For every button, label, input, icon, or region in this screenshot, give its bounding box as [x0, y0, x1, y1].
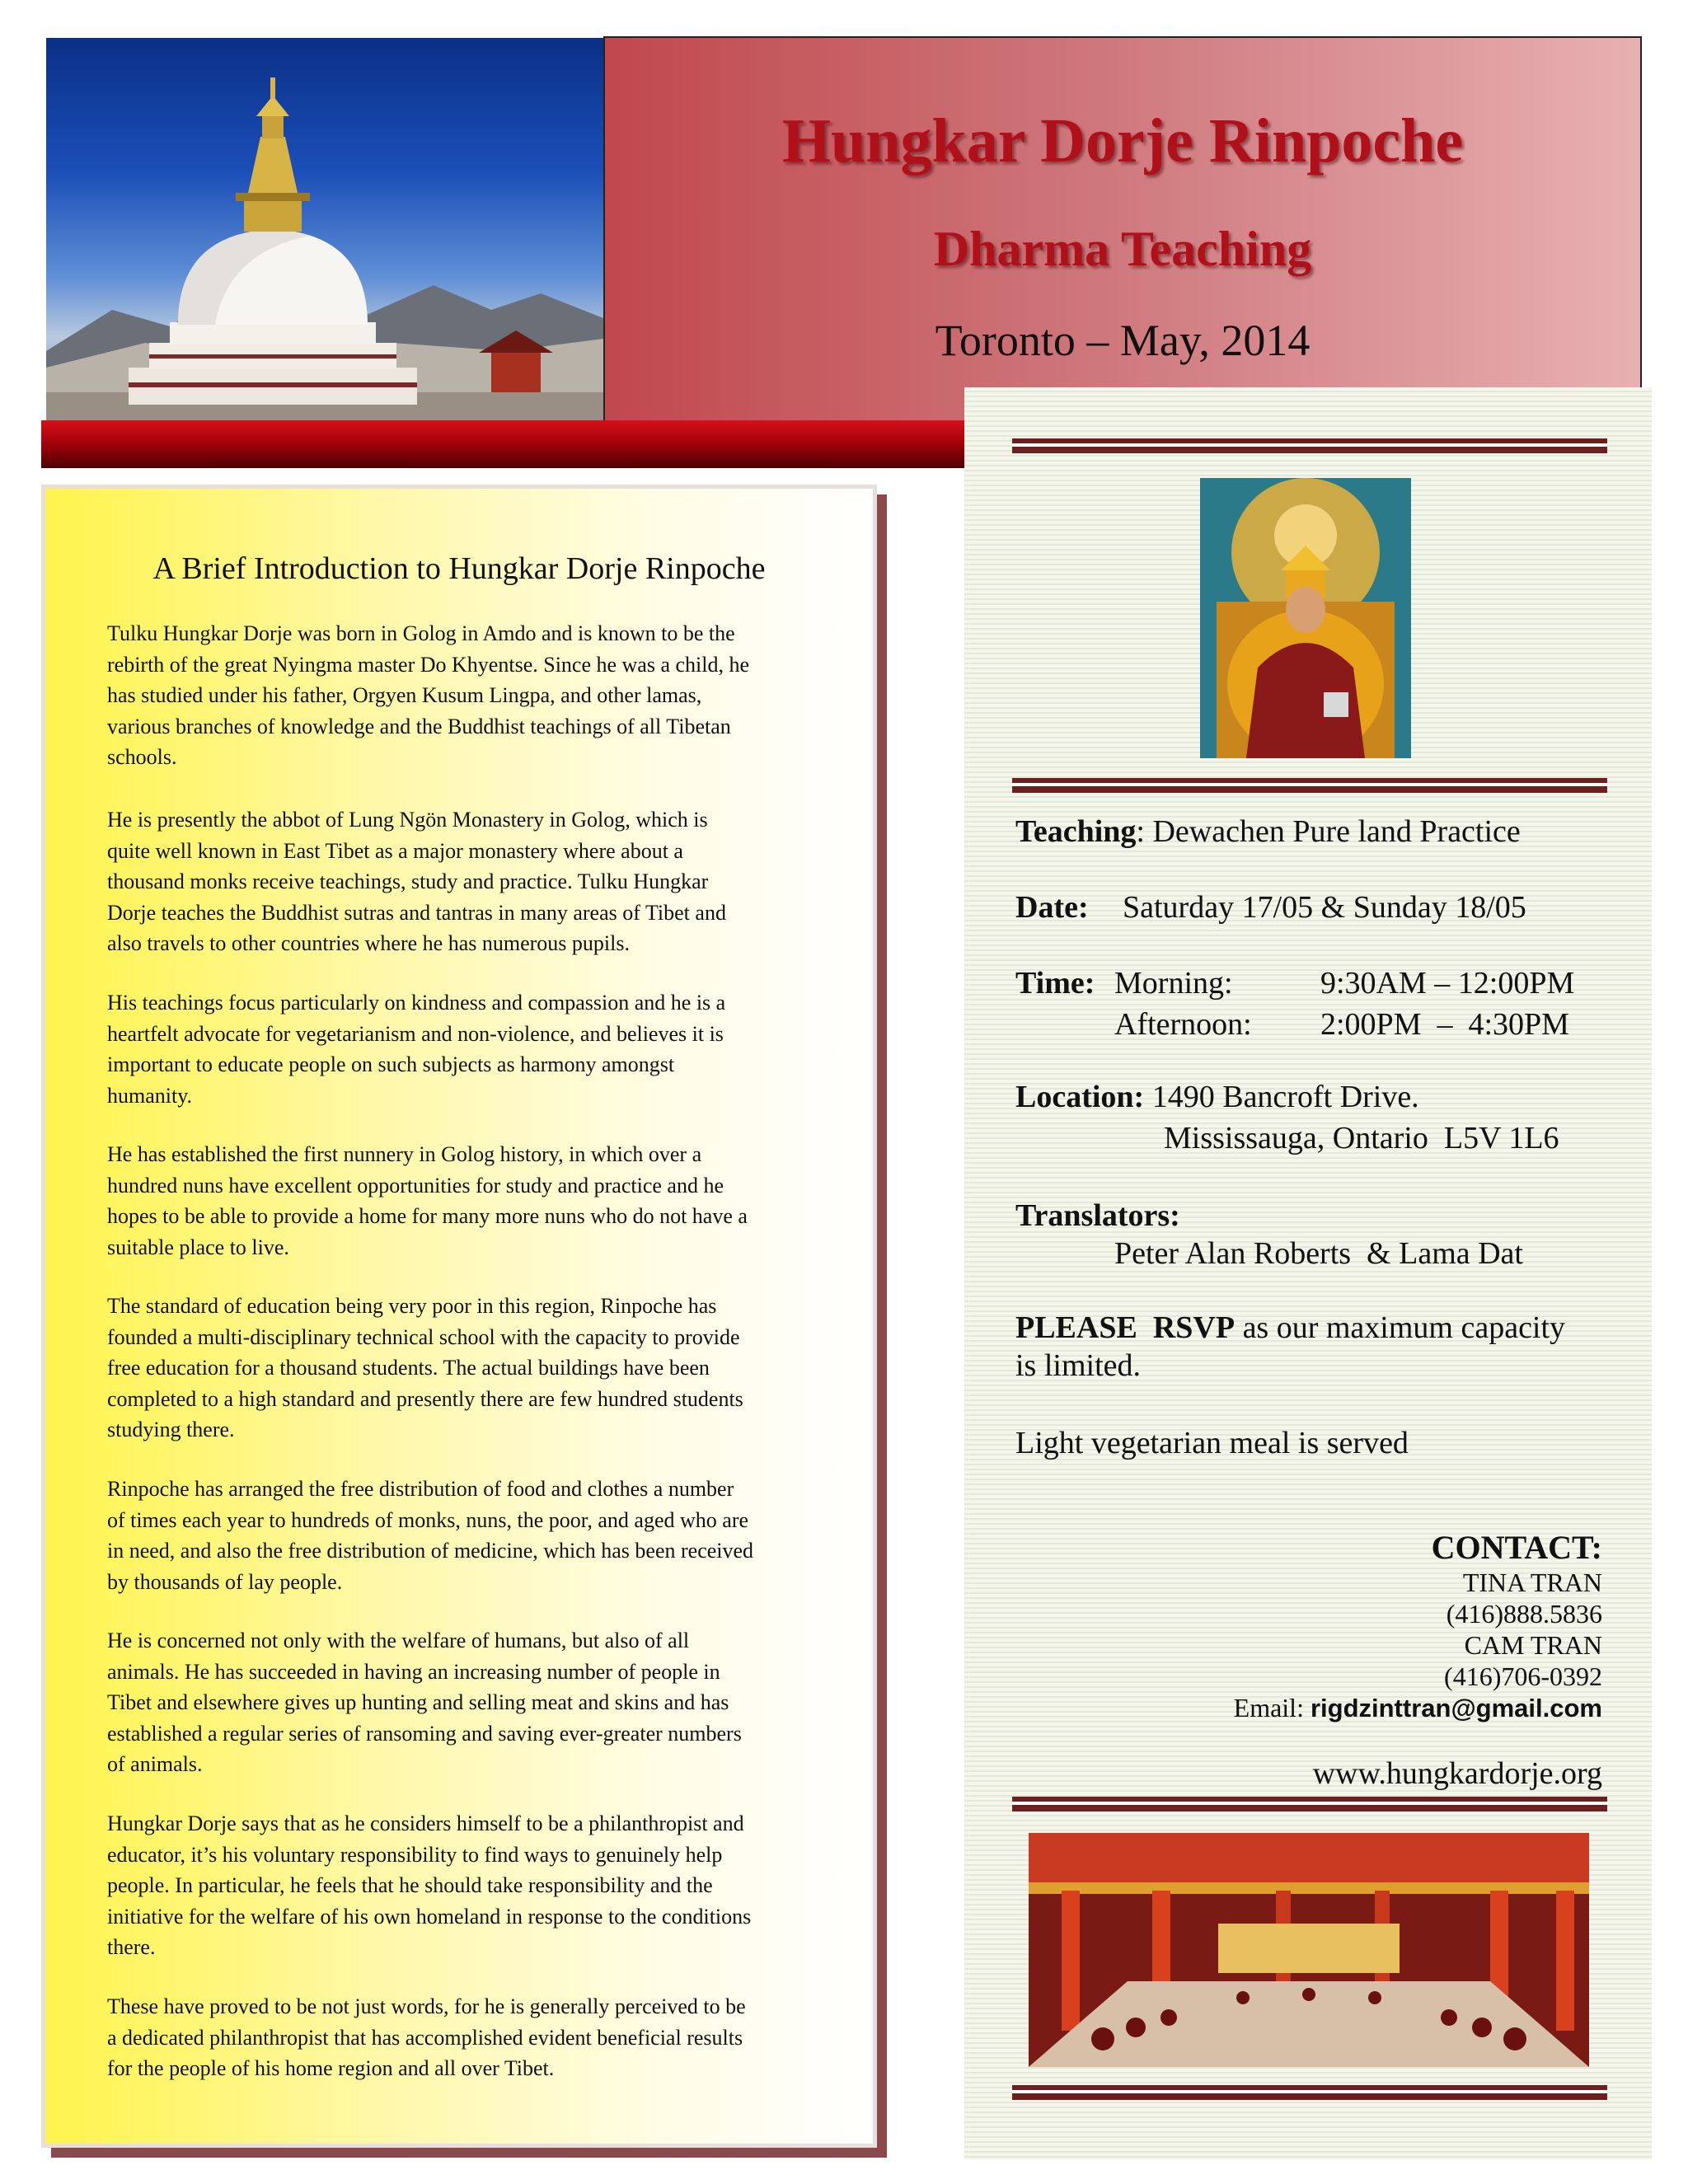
event-title: Hungkar Dorje Rinpoche [781, 106, 1464, 176]
rinpoche-photo [1200, 478, 1411, 758]
location-city: Mississauga, Ontario L5V 1L6 [1164, 1121, 1559, 1155]
stupa-photo [46, 38, 603, 422]
morning-label: Morning: [1114, 966, 1233, 1001]
intro-paragraph: He is concerned not only with the welfare of humans, but also of all animals. He has succeeded in having an increasing number of people in Tibet and elsewhere gives up hunting and selling meat and skins and has established a regular series of ransoming and saving ever-greater numbers of animals. [107, 1629, 742, 1776]
email-link[interactable]: rigdzinttran@gmail.com [1310, 1694, 1602, 1722]
teaching-line: Teaching: Dewachen Pure land Practice [1015, 814, 1521, 849]
morning-time: 9:30AM – 12:00PM [1320, 966, 1575, 1001]
contact-email-line: Email: rigdzinttran@gmail.com [1233, 1693, 1602, 1722]
contact-heading: CONTACT: [1431, 1529, 1602, 1566]
event-place-date: Toronto – May, 2014 [935, 316, 1311, 365]
intro-paragraph: He has established the first nunnery in Golog history, in which over a hundred nuns have excellent opportunities for study and practice and he hopes to be able to provide a home for many more nuns who do not have a suitable place to live. [107, 1142, 748, 1259]
divider-rule [1012, 778, 1607, 793]
divider-rule [1012, 438, 1607, 453]
date-line: Date: Saturday 17/05 & Sunday 18/05 [1015, 890, 1526, 925]
location-line: Location: 1490 Bancroft Drive. [1015, 1080, 1419, 1114]
translators-label: Translators: [1015, 1198, 1180, 1233]
divider-rule [1012, 1797, 1607, 1811]
monastery-hall-photo [1029, 1833, 1589, 2067]
intro-paragraph: His teachings focus particularly on kindness and compassion and he is a heartfelt advocate for vegetarianism and non-violence, and believes it is important to educate people on such subjects as harmony amongst humanity. [107, 991, 726, 1108]
meal-note: Light vegetarian meal is served [1015, 1426, 1409, 1460]
header-divider-bar [41, 420, 964, 468]
intro-paragraph: These have proved to be not just words, for he is generally perceived to be a dedicated philanthropist that has accomplished evident beneficial results for the people of his home region and all over Tibet. [107, 1994, 746, 2080]
intro-paragraph: Hungkar Dorje says that as he considers himself to be a philanthropist and educator, it’s his voluntary responsibility to find ways to genuinely help people. In particular, he feels that he should take responsibility and the initiative for the welfare of his own homeland in response to the conditions there. [107, 1811, 752, 1959]
intro-paragraph: The standard of education being very poor in this region, Rinpoche has founded a multi-disciplinary technical school with the capacity to provide free education for a thousand students. The actual buildings have been completed to a high standard and presently there are few hundred students studying there. [107, 1294, 743, 1441]
intro-paragraph: Rinpoche has arranged the free distribution of food and clothes a number of times each year to hundreds of monks, nuns, the poor, and aged who are in need, and also the free distribution of medicine, which has been received by thousands of lay people. [107, 1477, 754, 1594]
contact-phone: (416)706-0392 [1444, 1661, 1602, 1691]
intro-paragraph: Tulku Hungkar Dorje was born in Golog in Amdo and is known to be the rebirth of the great Nyingma master Do Khyentse. Since he was a child, he has studied under his father, Orgyen Kusum Lingpa, and other lamas, various branches of knowledge and the Buddhist teachings of all Tibetan schools. [107, 621, 750, 769]
contact-phone: (416)888.5836 [1446, 1599, 1602, 1629]
contact-name: CAM TRAN [1464, 1630, 1602, 1660]
event-subtitle: Dharma Teaching [933, 222, 1312, 276]
intro-heading: A Brief Introduction to Hungkar Dorje Rinpoche [152, 551, 766, 586]
intro-paragraph: He is presently the abbot of Lung Ngön Monastery in Golog, which is quite well known in East Tibet as a major monastery where about a thousand monks receive teachings, study and practice. Tulku Hungkar Dorje teaches the Buddhist sutras and tantras in many areas of Tibet and also travels to other countries where he has numerous pupils. [107, 808, 726, 955]
rsvp-note: PLEASE RSVP as our maximum capacity is limited. [1015, 1310, 1566, 1383]
divider-rule [1012, 2085, 1607, 2100]
website-link[interactable]: www.hungkardorje.org [1312, 1756, 1602, 1791]
contact-name: TINA TRAN [1462, 1568, 1602, 1597]
translators-names: Peter Alan Roberts & Lama Dat [1114, 1236, 1523, 1271]
afternoon-label: Afternoon: [1114, 1007, 1252, 1042]
afternoon-time: 2:00PM – 4:30PM [1320, 1007, 1569, 1042]
time-label: Time: [1015, 966, 1095, 1001]
